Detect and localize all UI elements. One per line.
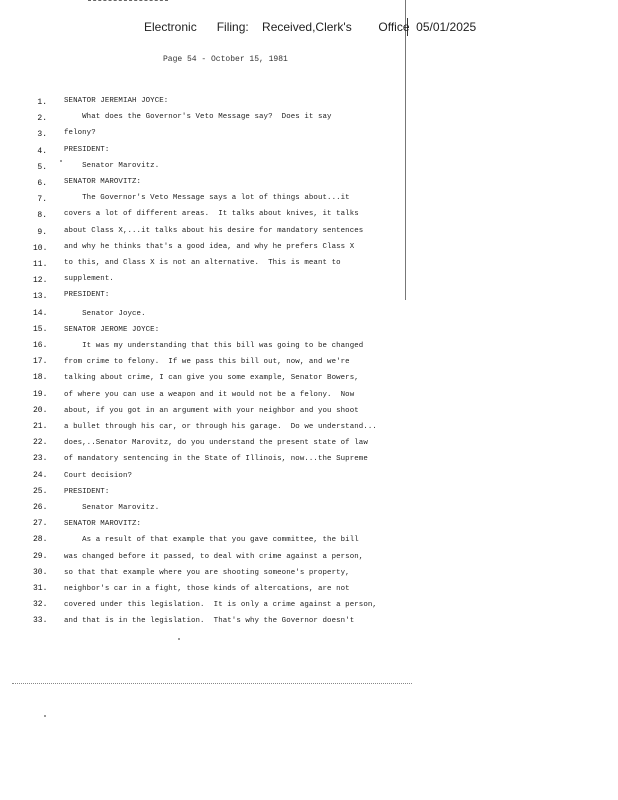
transcript-line: PRESIDENT: [64, 145, 110, 154]
line-number: 1. [37, 98, 47, 107]
transcript-line: PRESIDENT: [64, 291, 110, 300]
line-number: 5. [37, 162, 47, 172]
transcript-line: Senator Marovitz. [64, 161, 160, 170]
line-number: 4. [37, 146, 47, 156]
top-scan-marks [88, 0, 168, 3]
transcript-line: The Governor's Veto Message says a lot of things about...it [64, 194, 350, 203]
scan-speck [178, 638, 180, 640]
line-number: 25. [33, 486, 48, 496]
transcript-line: so that that example where you are shooting someone's property, [64, 568, 350, 577]
line-number: 2. [37, 114, 47, 124]
line-number: 14. [33, 308, 48, 318]
line-number: 13. [33, 292, 48, 302]
transcript-line: from crime to felony. If we pass this bill out, now, and we're [64, 358, 350, 367]
line-number: 7. [37, 195, 47, 205]
transcript-line: about, if you got in an argument with your neighbor and you shoot [64, 406, 359, 415]
line-number: 32. [33, 600, 48, 610]
line-number: 8. [37, 211, 47, 221]
line-number: 33. [33, 616, 48, 626]
line-number: 19. [33, 389, 48, 399]
line-number: 11. [33, 260, 48, 269]
transcript-line: covers a lot of different areas. It talks about knives, it talks [64, 210, 359, 219]
line-number: 21. [33, 422, 48, 431]
transcript-line: What does the Governor's Veto Message say? Does it say [64, 113, 332, 122]
line-number: 9. [37, 227, 47, 237]
transcript-line: neighbor's car in a fight, those kinds of altercations, are not [64, 585, 350, 593]
line-number: 28. [33, 535, 48, 545]
scan-speck [60, 160, 62, 162]
line-number: 24. [33, 470, 48, 480]
line-number: 15. [33, 324, 48, 334]
page-header: Page 54 - October 15, 1981 [163, 55, 288, 64]
scan-speck [44, 715, 46, 717]
transcript-line: felony? [64, 129, 96, 138]
line-number: 6. [37, 179, 47, 188]
transcript-line: Court decision? [64, 471, 133, 480]
line-number: 22. [33, 438, 48, 448]
line-number: 18. [33, 373, 48, 383]
transcript-line: to this, and Class X is not an alternative. This is meant to [64, 259, 341, 267]
transcript-line: supplement. [64, 275, 114, 284]
transcript-line: a bullet through his car, or through his garage. Do we understand... [64, 423, 377, 431]
line-number: 30. [33, 567, 48, 577]
line-number: 3. [37, 130, 47, 140]
transcript-line: was changed before it passed, to deal with crime against a person, [64, 552, 364, 561]
line-number: 31. [33, 584, 48, 593]
transcript-line: SENATOR JEROME JOYCE: [64, 325, 160, 334]
transcript-line: and that is in the legislation. That's why the Governor doesn't [64, 617, 355, 626]
transcript-line: does,..Senator Marovitz, do you understand the present state of law [64, 439, 368, 448]
line-number: 26. [33, 503, 48, 512]
transcript-line: and why he thinks that's a good idea, and why he prefers Class X [64, 242, 355, 251]
transcript-line: about Class X,...it talks about his desire for mandatory sentences [64, 226, 364, 235]
filing-stamp: Electronic Filing: Received,Clerk's Office 05/01/2025 [144, 20, 477, 34]
transcript-line: It was my understanding that this bill was going to be changed [64, 342, 364, 350]
transcript-line: Senator Marovitz. [64, 504, 160, 512]
transcript-line: Senator Joyce. [64, 309, 146, 318]
transcript-line: of mandatory sentencing in the State of Illinois, now...the Supreme [64, 455, 368, 464]
transcript-line: SENATOR MAROVITZ: [64, 520, 142, 529]
transcript-line: covered under this legislation. It is only a crime against a person, [64, 601, 377, 610]
line-number: 17. [33, 357, 48, 367]
line-number: 12. [33, 276, 48, 286]
line-number: 23. [33, 454, 48, 464]
transcript-line: SENATOR JEREMIAH JOYCE: [64, 97, 169, 105]
transcript-line: talking about crime, I can give you some example, Senator Bowers, [64, 374, 359, 383]
line-number: 16. [33, 341, 48, 350]
transcript-line: As a result of that example that you gave committee, the bill [64, 536, 359, 545]
transcript-line: SENATOR MAROVITZ: [64, 178, 142, 186]
scan-vertical-line [405, 0, 406, 300]
transcript-line: PRESIDENT: [64, 487, 110, 496]
line-number: 29. [33, 551, 48, 561]
line-number: 10. [33, 243, 48, 253]
transcript-line: of where you can use a weapon and it would not be a felony. Now [64, 390, 355, 399]
bottom-scan-marks [12, 683, 412, 685]
line-number: 20. [33, 405, 48, 415]
line-number: 27. [33, 519, 48, 529]
